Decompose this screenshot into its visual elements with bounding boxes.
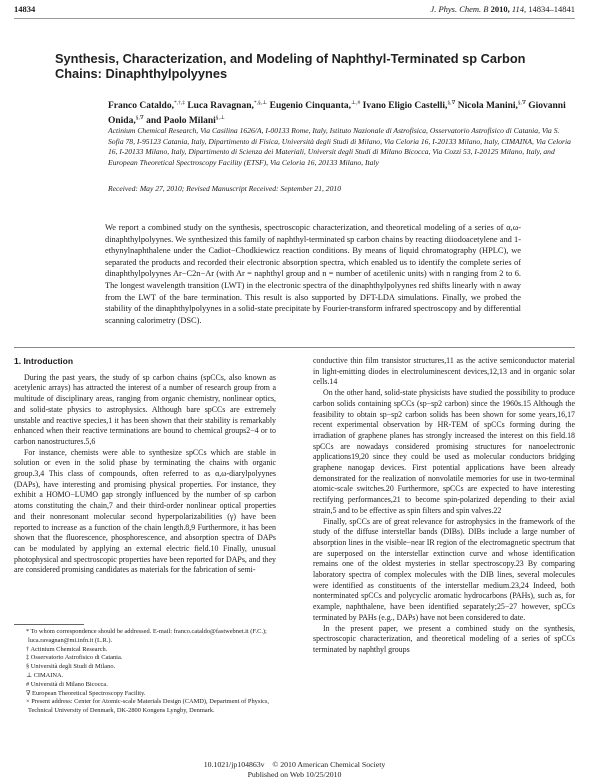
- author: Ivano Eligio Castelli,§,∇: [362, 100, 456, 112]
- section-heading: 1. Introduction: [14, 356, 74, 366]
- author: Luca Ravagnan,*,§,⊥: [187, 100, 268, 112]
- author: Nicola Manini,§,∇: [457, 100, 526, 112]
- received-dates: Received: May 27, 2010; Revised Manuscript Received: September 21, 2010: [108, 184, 341, 193]
- abstract: We report a combined study on the synthesis, spectroscopic characterization, and theoretical modeling of a series of α,ω-dinaphthylpolyynes. We synthesized this family of naphthyl-terminated sp carbon chains by reacting diiodoacetylene and 1-ethynylnaphthalene under the Cadiot−Chodkiewicz reaction conditions. By means of liquid chromatography (HPLC), we separated the products and recorded their electronic absorption spectra, which enabled us to identify the complete series of dinaphthylpolyynes Ar−C2n−Ar (with Ar = naphthyl group and n = number of acetilenic units) with n ranging from 2 to 6. The longest wavelength transition (LWT) in the electronic spectra of the dinaphthylpolyynes red shifts linearly with n away from the LWT of the bare termination. This result is also supported by DFT-LDA simulations. Finally, we probed the stability of the dinaphthylpolyynes in a solid-state precipitate by Fourier-transform infrared spectroscopy and by differential scanning calorimetry (DSC).: [105, 223, 521, 325]
- footnote: × Present address: Center for Atomic-scale Materials Design (CAMD), Department of Physics, Technical University of Denmark, DK-2800 Kongens Lyngby, Denmark.: [26, 698, 270, 715]
- journal-pages: 14834–14841: [528, 4, 575, 14]
- journal-name: J. Phys. Chem. B: [430, 4, 489, 14]
- author: Eugenio Cinquanta,⊥,#: [269, 100, 361, 112]
- doi: 10.1021/jp104863v: [203, 760, 265, 769]
- abstract-divider: [14, 347, 575, 348]
- footnote: ‡ Osservatorio Astrofisico di Catania.: [26, 654, 123, 662]
- publication-date: Published on Web 10/25/2010: [247, 769, 342, 779]
- footnotes: [14, 628, 279, 716]
- journal-volume: 114,: [511, 4, 527, 14]
- body-paragraph: On the other hand, solid-state physicists have studied the possibility to produce carbon solids containing spCCs (sp−sp2 carbon) since the 1960s.15 Although the feasibility to obtain sp−sp2 carbon solids has been shown for some years,16,17 recent experimental observation by HR-TEM of spCCs forming during the irradiation of graphene planes has strongly increased the interest on this field.18 spCCs are nowadays considered promising structures for nanoelectronic applications19,20 since they could be used as molecular conductors bridging graphene nanogap devices. First potential applications have been already demonstrated for the realization of nonvolatile memories for use in two-terminal atomic-scale switches.20 Furthermore, spCCs are expected to have interesting rectifying performances,21 to become spin-polarized depending to their axial strain,5 and to be effective as spin filters and spin valves.22: [313, 388, 575, 515]
- affiliations: Actinium Chemical Research, Via Casilina 1626/A, I-00133 Rome, Italy, Istituto Nazionale di Astrofisica, Osservatorio Astrofisico di Catania, Via S. Sofia 78, I-95123 Catania, Italy, Dipartimento di Fisica, Università degli Studi di Milano, Via Celoria 16, I-20133 Milano, Italy, CIMAINA, Via Celoria 16, I-20133 Milano, Italy, Dipartimento di Scienza dei Materiali, Universit degli Studi di Milano Bicocca, Via Cozzi 53, I-20125 Milano, Italy, and European Theoretical Spectroscopy Facility (ETSF), Via Celoria 16, 20133 Milano, Italy: [108, 126, 571, 167]
- page-footer: [0, 760, 589, 779]
- journal-year: 2010,: [490, 4, 510, 14]
- footnote: ∇ European Theoretical Spectroscopy Facility.: [26, 689, 146, 697]
- author: Franco Cataldo,*,†,‡: [108, 100, 185, 112]
- page-number: 14834: [14, 4, 36, 14]
- footnote: § Università degli Studi di Milano.: [26, 663, 116, 671]
- body-paragraph: During the past years, the study of sp carbon chains (spCCs, also known as acetylenic arrays) has attracted the interest of a number of research group from a multitude of disciplinary areas, ranging from organic chemistry, nonlinear optics, and solid-state physics to astrophysics. Although bare spCCs are extremely unstable and reactive species,1 it has been shown that their stability is remarkably enhanced when their reactive terminations are bound to chemical groups2−4 or to carbon nanostructures.5,6: [14, 372, 276, 446]
- running-header: [14, 4, 575, 19]
- copyright: © 2010 American Chemical Society: [272, 760, 386, 769]
- author: and Paolo Milani§,⊥: [146, 115, 226, 127]
- footnote: * To whom correspondence should be addressed. E-mail: franco.cataldo@fastwebnet.it (F.C.); luca.ravagnan@mi.infn.it (L.R.).: [26, 628, 267, 644]
- footnote: # Università di Milano Bicocca.: [26, 680, 108, 688]
- footnote: † Actinium Chemical Research.: [26, 645, 108, 653]
- left-column: [14, 356, 276, 576]
- body-paragraph: For instance, chemists were able to synthesize spCCs which are stable in solution or even in the solid phase by terminating the chains with organic group.3,4 This class of compounds, often referred to as α,ω-diarylpolyynes (DAPs), have interesting and promising physical properties. For instance, they exhibit a HOMO−LUMO gap strongly influenced by the number of sp carbon atoms constituting the chain,7 and their third-order nonlinear optical properties and their nonresonant molecular second hyperpolarizabilities (γ) have been reported to increase as a function of the chain length.8,9 Furthermore, it has been shown that the fluorescence, phosphorescence, and absorption spectra of DAPs can be modulated by applying an external electric field.10 Finally, unusual photophysical and spectroscopic properties have been reported for DAPs, and they are considered promising candidates as materials for the fabrication of semi-: [14, 447, 276, 575]
- footnote-divider: [14, 624, 84, 625]
- footnote: ⊥ CIMAINA.: [26, 671, 64, 679]
- right-column: [313, 356, 575, 656]
- author-list: [108, 97, 569, 127]
- journal-reference: [430, 4, 575, 14]
- body-paragraph: Finally, spCCs are of great relevance for astrophysics in the framework of the study of the diffuse interstellar bands (DIBs). DIBs include a large number of absorption lines in the visible−near IR region of the electromagnetic spectrum that are superposed on the interstellar extinction curve and whose identification remains one of the oldest mysteries in stellar spectroscopy.23 By comparing laboratory spectra of complex molecules with the DIB lines, several molecules were identified as constituents of the interstellar medium.23,24 Indeed, both nonterminated spCCs and polycyclic aromatic hydrocarbons (PAHs), such as, for example, naphthalene, have been identified separately;25−27 however, spCCs terminated by PAHs (e.g., DAPs) have not been considered to date.: [313, 516, 575, 622]
- body-paragraph: In the present paper, we present a combined study on the synthesis, spectroscopic characterization, and theoretical modeling of a series of spCCs terminated by naphthyl groups: [313, 623, 575, 654]
- author: Giovanni Onida,§,∇: [108, 101, 566, 127]
- body-paragraph: conductive thin film transistor structures,11 as the active semiconductor material in light-emitting diodes in electroluminescent devices,12,13 and in organic solar cells.14: [313, 356, 575, 387]
- article-title: Synthesis, Characterization, and Modeling of Naphthyl-Terminated sp Carbon Chains: Dinaphthylpolyynes: [55, 51, 526, 81]
